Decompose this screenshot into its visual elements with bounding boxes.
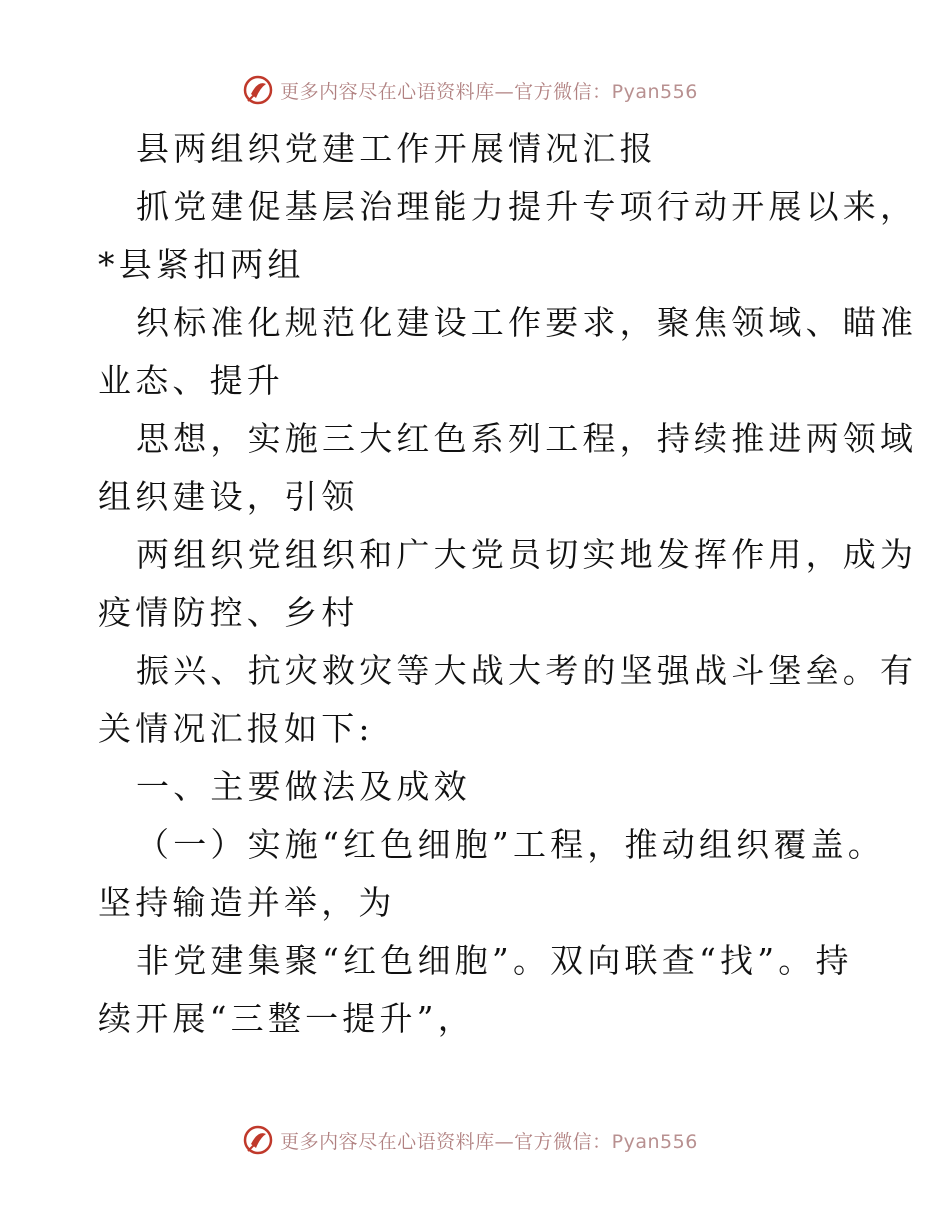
logo-icon: [242, 74, 274, 106]
section-heading: 一、主要做法及成效: [136, 767, 471, 806]
paragraph-line: 组织建设，引领: [98, 477, 359, 516]
document-title: 县两组织党建工作开展情况汇报: [136, 129, 657, 168]
paragraph-line: 业态、提升: [98, 361, 284, 400]
paragraph-line: 非党建集聚“红色细胞”。双向联查“找”。持: [136, 941, 853, 980]
footer-watermark-banner: [0, 1120, 950, 1160]
header-watermark-banner: [0, 70, 950, 110]
document-body: [98, 120, 918, 1048]
paragraph-line: 抓党建促基层治理能力提升专项行动开展以来，: [136, 187, 918, 226]
paragraph-line: 疫情防控、乡村: [98, 593, 359, 632]
paragraph-line: 思想，实施三大红色系列工程，持续推进两领域: [136, 419, 918, 458]
paragraph-line: 两组织党组织和广大党员切实地发挥作用，成为: [136, 535, 918, 574]
header-banner-text: 更多内容尽在心语资料库—官方微信：Pyan556: [280, 80, 698, 103]
paragraph-line: 续开展“三整一提升”，: [98, 999, 475, 1038]
paragraph-line: *县紧扣两组: [98, 245, 305, 284]
footer-banner-text: 更多内容尽在心语资料库—官方微信：Pyan556: [280, 1130, 698, 1153]
logo-icon: [242, 1124, 274, 1156]
paragraph-line: 织标准化规范化建设工作要求，聚焦领域、瞄准: [136, 303, 918, 342]
paragraph-line: 关情况汇报如下:: [98, 709, 374, 748]
paragraph-line: 坚持输造并举，为: [98, 883, 396, 922]
subsection-heading: （一）实施“红色细胞”工程，推动组织覆盖。: [136, 825, 885, 864]
paragraph-line: 振兴、抗灾救灾等大战大考的坚强战斗堡垒。有: [136, 651, 918, 690]
